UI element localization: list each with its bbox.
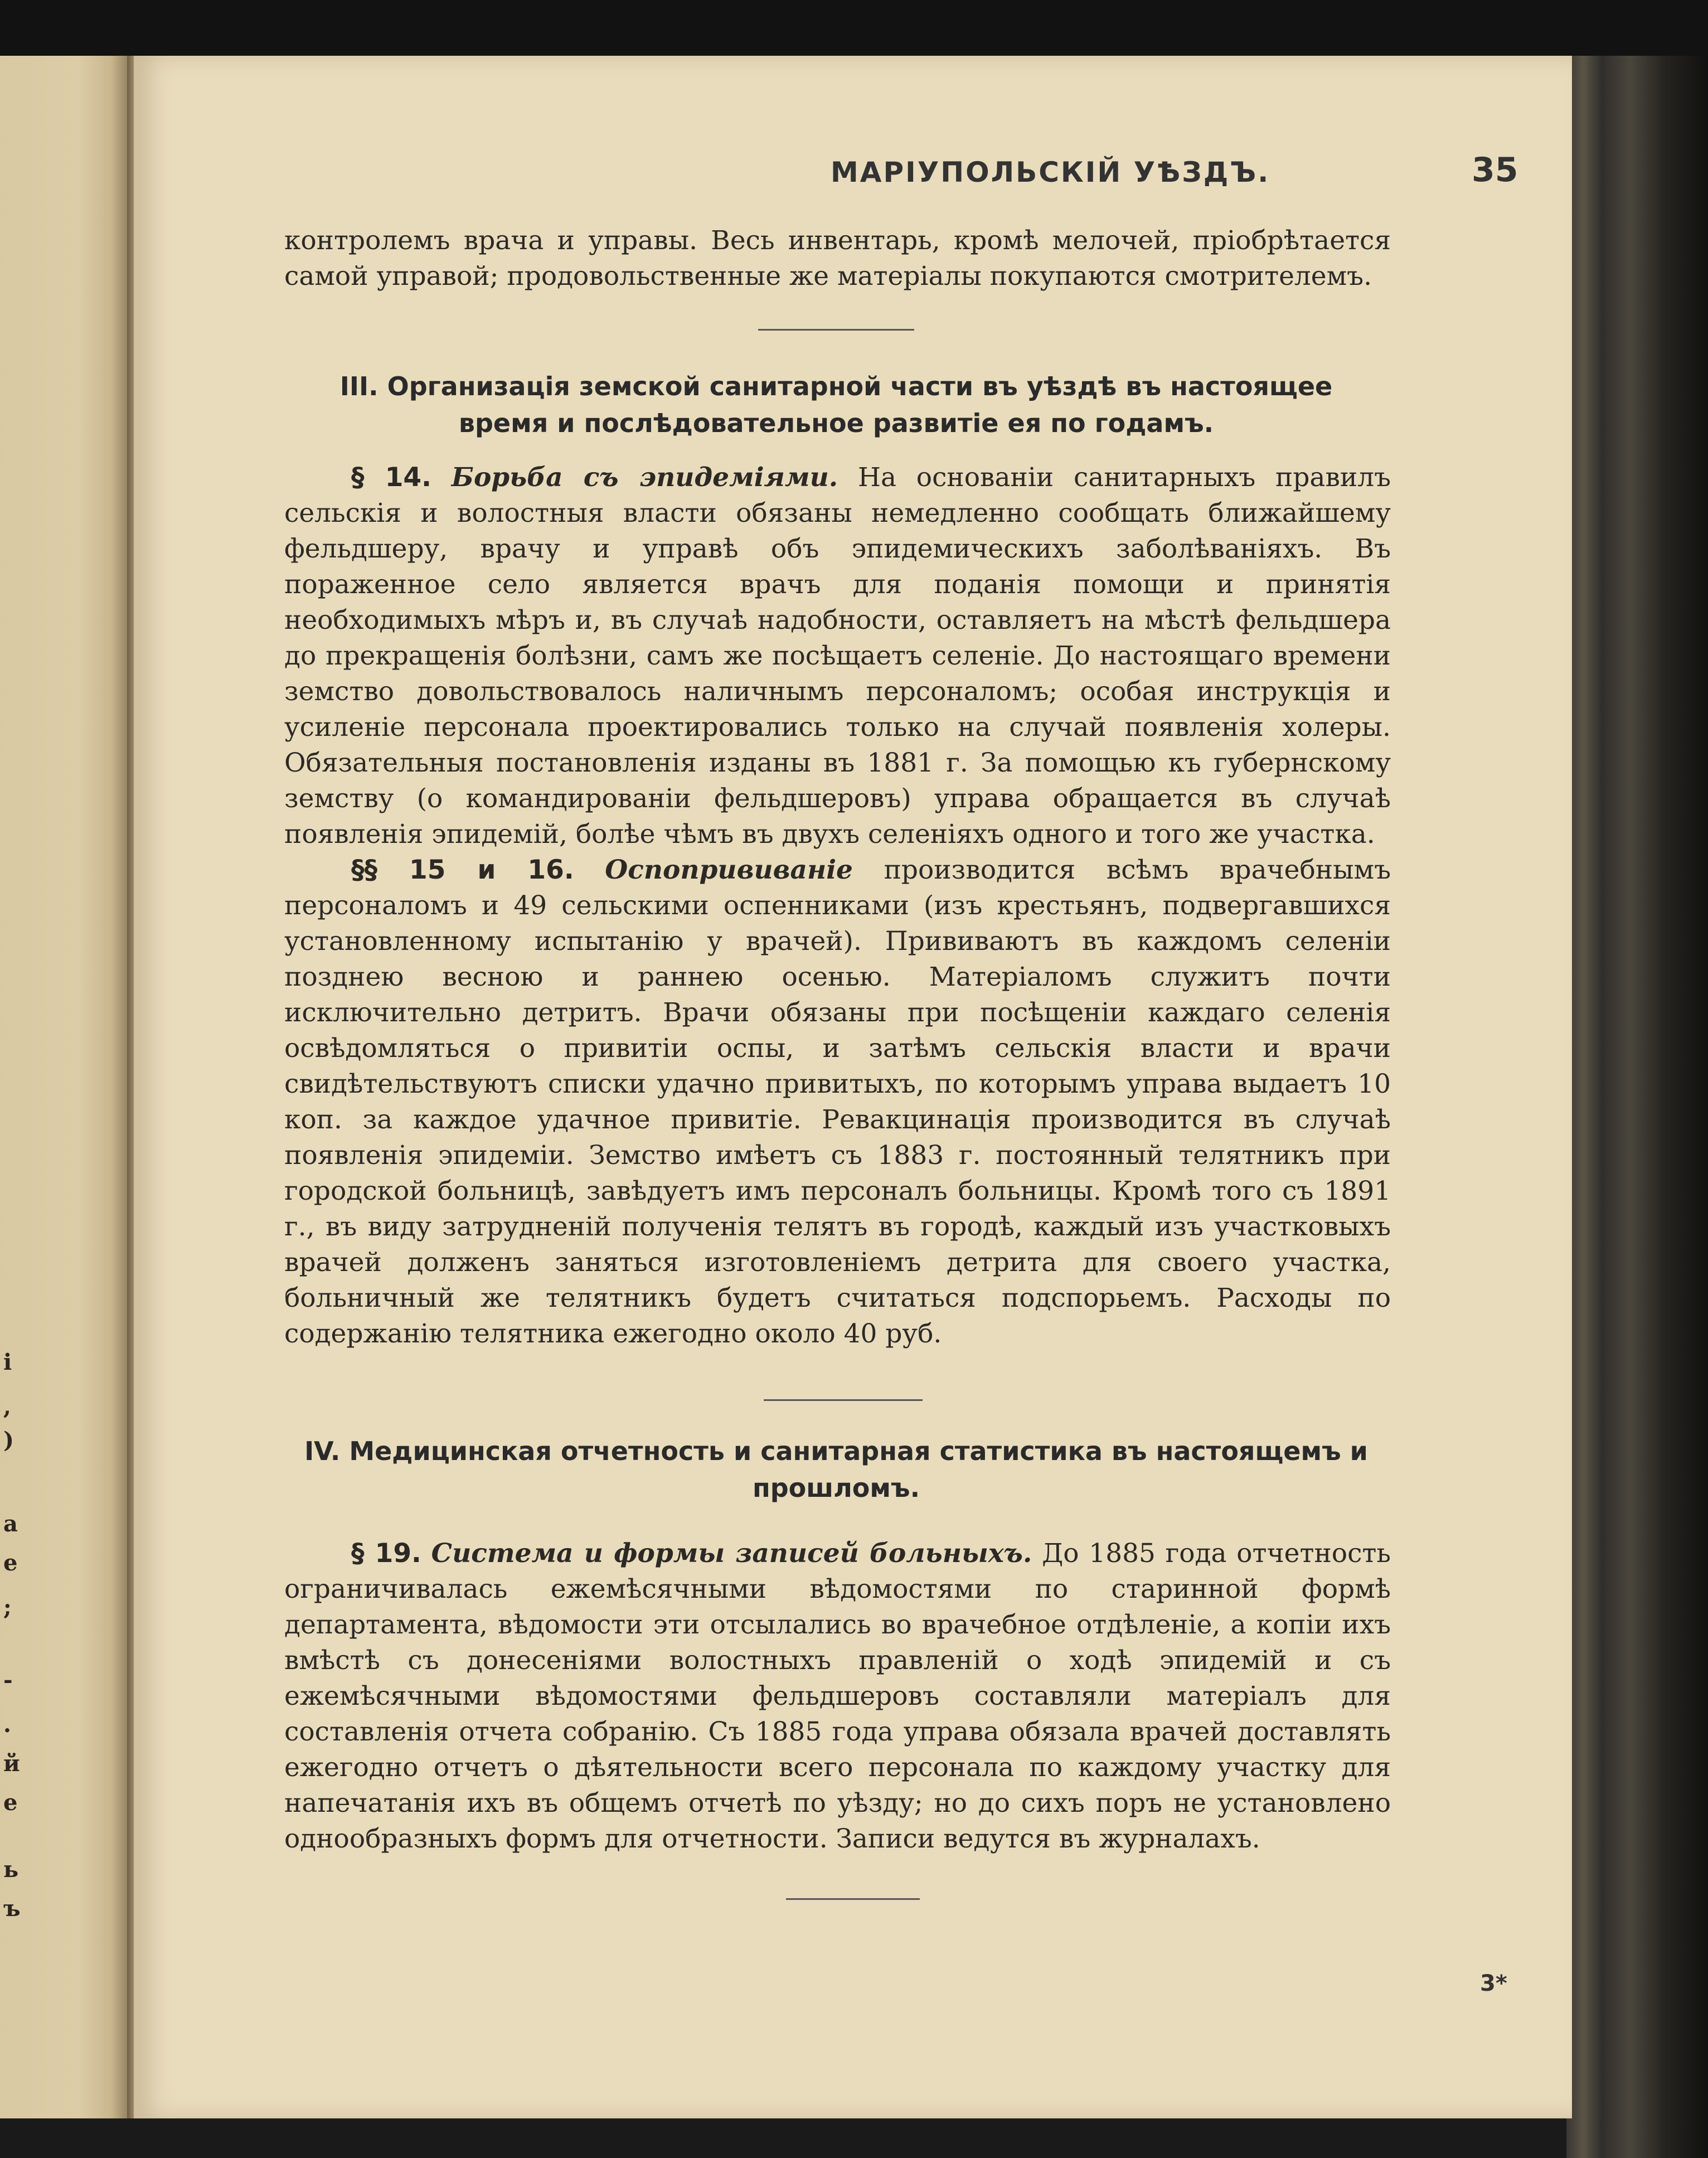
intro-paragraph xyxy=(284,223,1391,294)
section-3-body xyxy=(284,460,1391,1352)
page-number: 35 xyxy=(1472,151,1518,190)
left-fragment: ъ xyxy=(3,1895,21,1922)
section-divider xyxy=(758,329,914,331)
section-4-body xyxy=(284,1536,1391,1857)
section-divider xyxy=(764,1399,923,1401)
section-title: Оспопрививаніе xyxy=(605,855,853,885)
left-fragment: а xyxy=(3,1511,18,1537)
left-fragment: - xyxy=(3,1667,13,1693)
signature-mark: 3* xyxy=(1480,1971,1507,1996)
paragraph-14 xyxy=(284,460,1391,852)
left-fragment: е xyxy=(3,1550,18,1576)
left-fragment: е xyxy=(3,1790,18,1816)
left-fragment: . xyxy=(3,1711,11,1738)
running-head: МАРІУПОЛЬСКІЙ УѢЗДЪ. xyxy=(831,156,1270,188)
left-fragment: і xyxy=(3,1349,12,1375)
book-cover-edge xyxy=(1566,56,1708,2158)
left-fragment: ; xyxy=(3,1594,12,1621)
section-title: Система и формы записей больныхъ. xyxy=(431,1538,1032,1569)
left-fragment: , xyxy=(3,1394,11,1420)
paragraph-19 xyxy=(284,1536,1391,1857)
left-fragment: ) xyxy=(3,1427,14,1453)
paragraph-15-16 xyxy=(284,852,1391,1352)
document-page xyxy=(134,56,1572,2118)
scan-background xyxy=(0,0,1708,56)
section-3-heading: III. Организація земской санитарной части въ уѣздѣ въ настоящее время и послѣдовательное развитіе ея по годамъ. xyxy=(339,371,1333,438)
section-number: §§ 15 и 16. xyxy=(351,855,574,885)
section-4-heading: IV. Медицинская отчетность и санитарная статистика въ настоящемъ и прошломъ. xyxy=(304,1436,1368,1503)
left-fragment: й xyxy=(3,1750,20,1777)
intro-text: контролемъ врача и управы. Весь инвентарь, кромѣ мелочей, пріобрѣтается самой управой; продовольственные же матеріалы покупаются смотрителемъ. xyxy=(284,225,1391,292)
section-number: § 19. xyxy=(351,1538,421,1569)
section-number: § 14. xyxy=(351,462,431,493)
left-page-edge xyxy=(0,56,131,2118)
paragraph-text: На основаніи санитарныхъ правилъ сельскія и волостныя власти обязаны немедленно сообщать ближайшему фельдшеру, врачу и управѣ объ эпидемическихъ заболѣваніяхъ. Въ пораженное село является врачъ для поданія помощи и принятія необходимыхъ мѣръ и, въ случаѣ надобности, оставляетъ на мѣстѣ фельдшера до прекращенія болѣзни, самъ же посѣщаетъ селеніе. До настоящаго времени земство довольствовалось наличнымъ персоналомъ; особая инструкція и усиленіе персонала проектировались только на случай появленія холеры. Обязательныя постановленія изданы въ 1881 г. За помощью къ губернскому земству (о командированіи фельдшеровъ) управа обращается въ случаѣ появленія эпидемій, болѣе чѣмъ въ двухъ селеніяхъ одного и того же участка. xyxy=(284,462,1391,850)
left-page-fragments xyxy=(0,56,21,2118)
end-divider xyxy=(786,1898,920,1900)
left-fragment: ь xyxy=(3,1856,19,1883)
paragraph-text: До 1885 года отчетность ограничивалась ежемѣсячными вѣдомостями по старинной формѣ департамента, вѣдомости эти отсылались во врачебное отдѣленіе, а копіи ихъ вмѣстѣ съ донесеніями волостныхъ правленій о ходѣ эпидемій и съ ежемѣсячными вѣдомостями фельдшеровъ составляли матеріалъ для составленія отчета собранію. Съ 1885 года управа обязала врачей доставлять ежегодно отчетъ о дѣятельности всего персонала по каждому участку для напечатанія ихъ въ общемъ отчетѣ по уѣзду; но до сихъ поръ не установлено однообразныхъ формъ для отчетности. Записи ведутся въ журналахъ. xyxy=(284,1538,1391,1854)
paragraph-text: производится всѣмъ врачебнымъ персоналомъ и 49 сельскими оспенниками (изъ крестьянъ, подвергавшихся установленному испытанію у врачей). Прививаютъ въ каждомъ селеніи позднею весною и раннею осенью. Матеріаломъ служитъ почти исключительно детритъ. Врачи обязаны при посѣщеніи каждаго селенія освѣдомляться о привитіи оспы, и затѣмъ сельскія власти и врачи свидѣтельствуютъ списки удачно привитыхъ, по которымъ управа выдаетъ 10 коп. за каждое удачное привитіе. Ревакцинація производится въ случаѣ появленія эпидеміи. Земство имѣетъ съ 1883 г. постоянный телятникъ при городской больницѣ, завѣдуетъ имъ персоналъ больницы. Кромѣ того съ 1891 г., въ виду затрудненій полученія телятъ въ городѣ, каждый изъ участковыхъ врачей долженъ заняться изготовленіемъ детрита для своего участка, больничный же телятникъ будетъ считаться подспорьемъ. Расходы по содержанію телятника ежегодно около 40 руб. xyxy=(284,855,1391,1349)
section-title: Борьба съ эпидеміями. xyxy=(451,462,838,493)
